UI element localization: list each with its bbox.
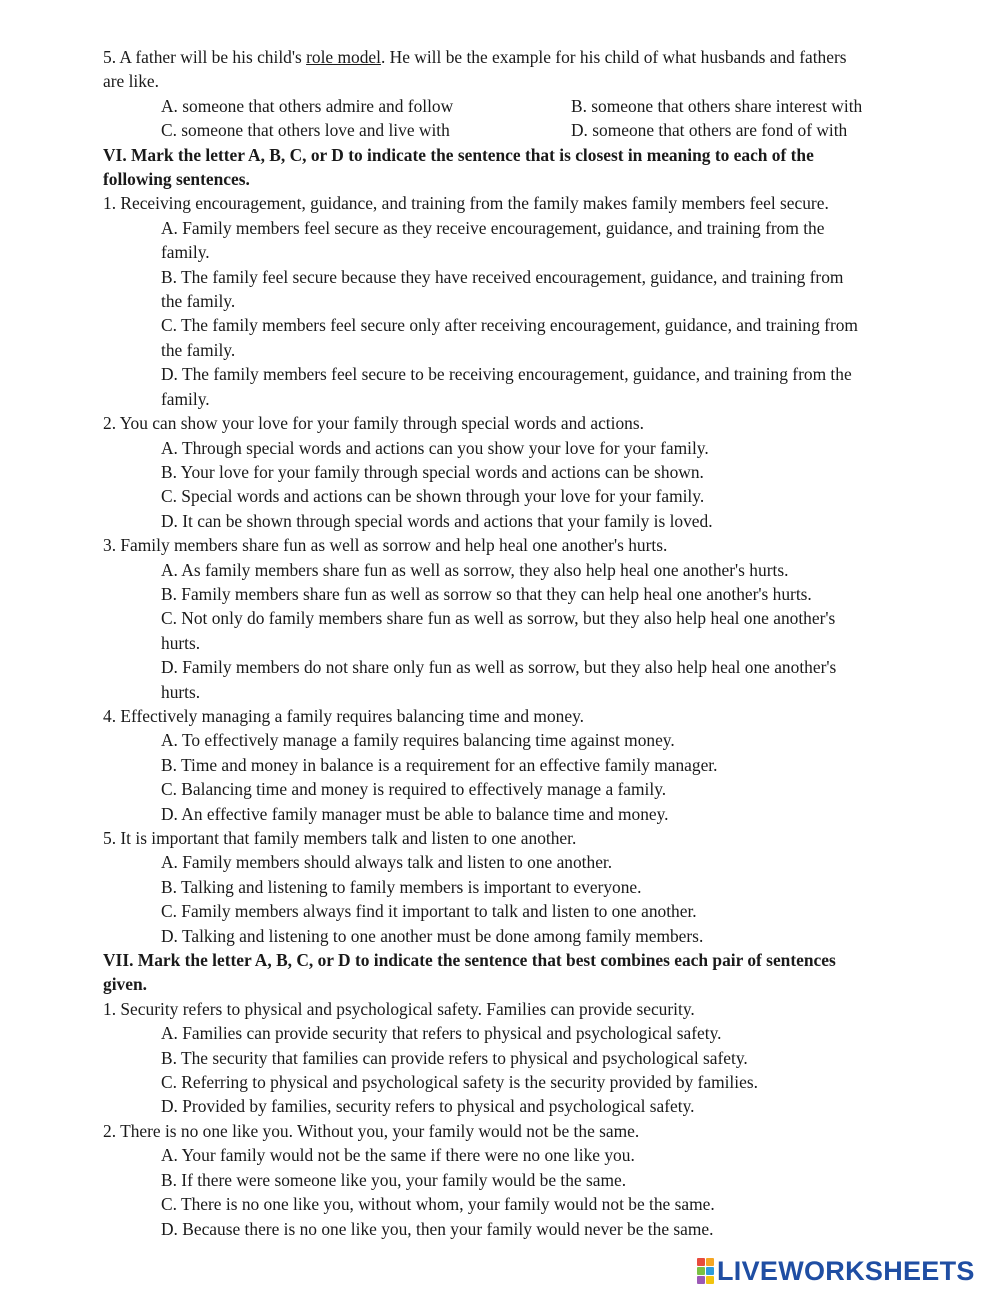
section-6-question-5-option-b[interactable]: B. Talking and listening to family members is important to everyone. [161, 876, 642, 897]
section-6-question-1-option-b-cont[interactable]: the family. [161, 291, 236, 312]
section-6-question-4-option-c[interactable]: C. Balancing time and money is required to effectively manage a family. [161, 779, 667, 800]
section-7-questions [103, 997, 953, 1241]
logo-tile [697, 1276, 705, 1284]
section-7-question-2-option-a[interactable]: A. Your family would not be the same if there were no one like you. [161, 1145, 635, 1166]
logo-tile [697, 1258, 705, 1266]
section-6-question-5-option-d[interactable]: D. Talking and listening to one another must be done among family members. [161, 925, 704, 946]
section-6-question-5-option-c[interactable]: C. Family members always find it important to talk and listen to one another. [161, 901, 697, 922]
section-6-question-1-option-b[interactable]: B. The family feel secure because they have received encouragement, guidance, and training from [161, 266, 844, 287]
logo-tile [706, 1276, 714, 1284]
section-6-question-5-stem: 5. It is important that family members talk and listen to one another. [103, 828, 577, 848]
section-6-question-4-stem: 4. Effectively managing a family requires balancing time and money. [103, 705, 584, 726]
q5-options-row [103, 118, 953, 142]
section-6-question-1-option-d[interactable]: D. The family members feel secure to be receiving encouragement, guidance, and training from the [161, 364, 852, 385]
section-6-question-1-option-a[interactable]: A. Family members feel secure as they receive encouragement, guidance, and training from the [161, 217, 825, 238]
section-6-question-5-option-a[interactable]: A. Family members should always talk and listen to one another. [161, 852, 613, 873]
section-6-question-2-option-b[interactable]: B. Your love for your family through special words and actions can be shown. [161, 461, 704, 482]
logo-tile [706, 1258, 714, 1266]
logo-tile [706, 1267, 714, 1275]
section-6-question-1-option-a-cont[interactable]: family. [161, 242, 210, 263]
q5-stem-part: 5. A father will be his child's [103, 47, 307, 67]
section-6-question-1-option-c[interactable]: C. The family members feel secure only after receiving encouragement, guidance, and training from [161, 315, 858, 336]
section-7-heading: VII. Mark the letter A, B, C, or D to indicate the sentence that best combines each pair of sentences [103, 950, 836, 971]
section-6-question-1-option-c-cont[interactable]: the family. [161, 339, 236, 360]
section-7-question-2-option-b[interactable]: B. If there were someone like you, your family would be the same. [161, 1169, 627, 1190]
section-7-heading-cont: given. [103, 974, 147, 995]
section-6-question-2-stem: 2. You can show your love for your family through special words and actions. [103, 413, 644, 434]
section-6-question-3-option-d[interactable]: D. Family members do not share only fun as well as sorrow, but they also help heal one another's [161, 657, 837, 678]
section-6-question-2-option-a[interactable]: A. Through special words and actions can you show your love for your family. [161, 437, 709, 458]
underlined-term: role model [306, 47, 381, 67]
q5-stem-part: . He will be the example for his child of what husbands and fathers [380, 47, 847, 67]
q5-stem-cont: are like. [103, 71, 160, 92]
section-6-question-2-option-d[interactable]: D. It can be shown through special words and actions that your family is loved. [161, 510, 713, 531]
section-6-question-3-option-b[interactable]: B. Family members share fun as well as sorrow so that they can help heal one another's hurts. [161, 583, 812, 604]
section-6-question-4-option-d[interactable]: D. An effective family manager must be able to balance time and money. [161, 803, 669, 824]
liveworksheets-logo [697, 1255, 975, 1287]
section-7-question-2-option-c[interactable]: C. There is no one like you, without whom, your family would not be the same. [161, 1194, 715, 1215]
section-6-question-1-option-d-cont[interactable]: family. [161, 388, 210, 409]
worksheet-content [103, 45, 953, 1241]
section-7-question-1-stem: 1. Security refers to physical and psychological safety. Families can provide security. [103, 998, 695, 1019]
q5-stem [103, 45, 953, 69]
q5-option-b[interactable]: B. someone that others share interest with [571, 95, 863, 116]
q5-option-c[interactable]: C. someone that others love and live with [161, 120, 450, 141]
section-7-question-2-stem: 2. There is no one like you. Without you, your family would not be the same. [103, 1120, 640, 1141]
section-7-question-1-option-c[interactable]: C. Referring to physical and psychological safety is the security provided by families. [161, 1072, 758, 1093]
section-6-question-3-option-c-cont[interactable]: hurts. [161, 632, 201, 653]
section-6-question-4-option-a[interactable]: A. To effectively manage a family requires balancing time against money. [161, 730, 675, 751]
section-7-question-2-option-d[interactable]: D. Because there is no one like you, then your family would never be the same. [161, 1218, 714, 1239]
section-6-question-4-option-b[interactable]: B. Time and money in balance is a requirement for an effective family manager. [161, 754, 718, 775]
section-6-question-3-stem: 3. Family members share fun as well as sorrow and help heal one another's hurts. [103, 535, 668, 556]
section-7-question-1-option-d[interactable]: D. Provided by families, security refers to physical and psychological safety. [161, 1096, 695, 1117]
q5-option-a[interactable]: A. someone that others admire and follow [161, 95, 454, 116]
section-6-question-3-option-d-cont[interactable]: hurts. [161, 681, 201, 702]
logo-tile [697, 1267, 705, 1275]
section-6-heading: VI. Mark the letter A, B, C, or D to indicate the sentence that is closest in meaning to each of the [103, 144, 814, 165]
section-6-question-3-option-c[interactable]: C. Not only do family members share fun as well as sorrow, but they also help heal one another's [161, 608, 836, 629]
section-7-question-1-option-a[interactable]: A. Families can provide security that refers to physical and psychological safety. [161, 1023, 722, 1044]
logo-text: LIVEWORKSHEETS [717, 1255, 975, 1286]
section-6-heading-cont: following sentences. [103, 169, 250, 190]
section-6-question-1-stem: 1. Receiving encouragement, guidance, and training from the family makes family members feel secure. [103, 193, 829, 214]
q5-options-row [103, 94, 953, 118]
section-7-question-1-option-b[interactable]: B. The security that families can provide refers to physical and psychological safety. [161, 1047, 748, 1068]
q5-option-d[interactable]: D. someone that others are fond of with [571, 120, 848, 141]
logo-icon [697, 1258, 714, 1284]
section-6-question-2-option-c[interactable]: C. Special words and actions can be shown through your love for your family. [161, 486, 705, 507]
section-6-question-3-option-a[interactable]: A. As family members share fun as well as sorrow, they also help heal one another's hurts. [161, 559, 789, 580]
section-6-questions [103, 191, 953, 948]
